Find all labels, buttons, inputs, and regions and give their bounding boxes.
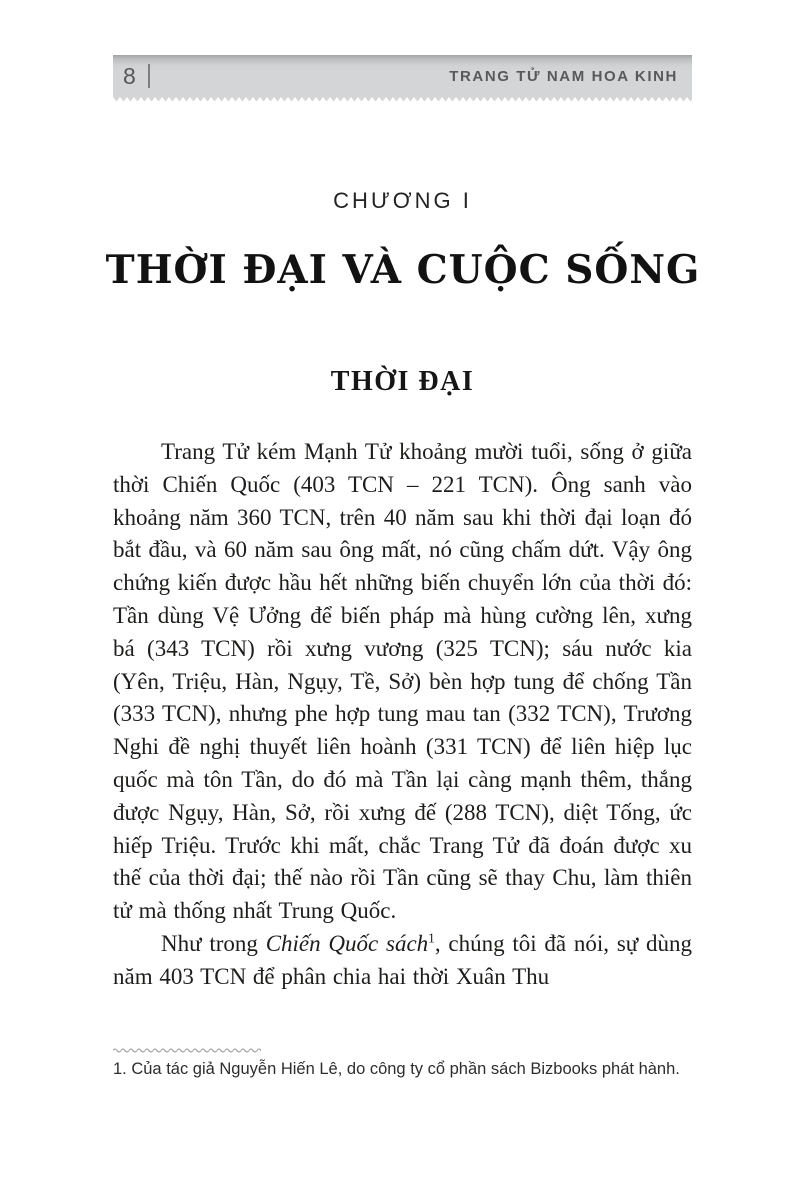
book-title-italic: Chiến Quốc sách	[265, 930, 429, 956]
body-text	[113, 436, 692, 994]
footnote-area	[113, 1046, 692, 1080]
page-number-divider	[148, 64, 150, 88]
page-number: 8	[123, 62, 136, 89]
paragraph: Trang Tử kém Mạnh Tử khoảng mười tuổi, sống ở giữa thời Chiến Quốc (403 TCN – 221 TCN). Ông sanh vào khoảng năm 360 TCN, trên 40 năm sau khi thời đại loạn đó bắt đầu, và 60 năm sau ông mất, nó cũng chấm dứt. Vậy ông chứng kiến được hầu hết những biến chuyển lớn của thời đó: Tần dùng Vệ Ưởng để biến pháp mà hùng cường lên, xưng bá (343 TCN) rồi xưng vương (325 TCN); sáu nước kia (Yên, Triệu, Hàn, Ngụy, Tề, Sở) bèn hợp tung để chống Tần (333 TCN), nhưng phe hợp tung mau tan (332 TCN), Trương Nghi đề nghị thuyết liên hoành (331 TCN) để liên hiệp lục quốc mà tôn Tần, do đó mà Tần lại càng mạnh thêm, thắng được Ngụy, Hàn, Sở, rồi xưng đế (288 TCN), diệt Tống, ức hiếp Triệu. Trước khi mất, chắc Trang Tử đã đoán được xu thế của thời đại; thế nào rồi Tần cũng sẽ thay Chu, làm thiên tử mà thống nhất Trung Quốc.	[113, 439, 692, 924]
section-heading: THỜI ĐẠI	[330, 366, 475, 397]
paragraph	[113, 928, 692, 994]
paragraph-lead: Như trong	[161, 930, 266, 956]
paragraph-rest: , chúng tôi đã nói, sự dùng năm 403 TCN để phân chia hai thời Xuân Thu	[113, 930, 693, 989]
chapter-title: THỜI ĐẠI VÀ CUỘC SỐNG	[105, 247, 701, 293]
running-title: TRANG TỬ NAM HOA KINH	[449, 67, 678, 85]
sawtooth-edge	[113, 97, 692, 102]
chapter-label: CHƯƠNG I	[333, 188, 472, 213]
footnote-ref-superscript: 1	[428, 930, 435, 946]
footnote-separator-wave	[113, 1046, 261, 1053]
footnote-text: 1. Của tác giả Nguyễn Hiến Lê, do công ty cổ phần sách Bizbooks phát hành.	[113, 1060, 680, 1078]
running-header	[113, 55, 692, 97]
